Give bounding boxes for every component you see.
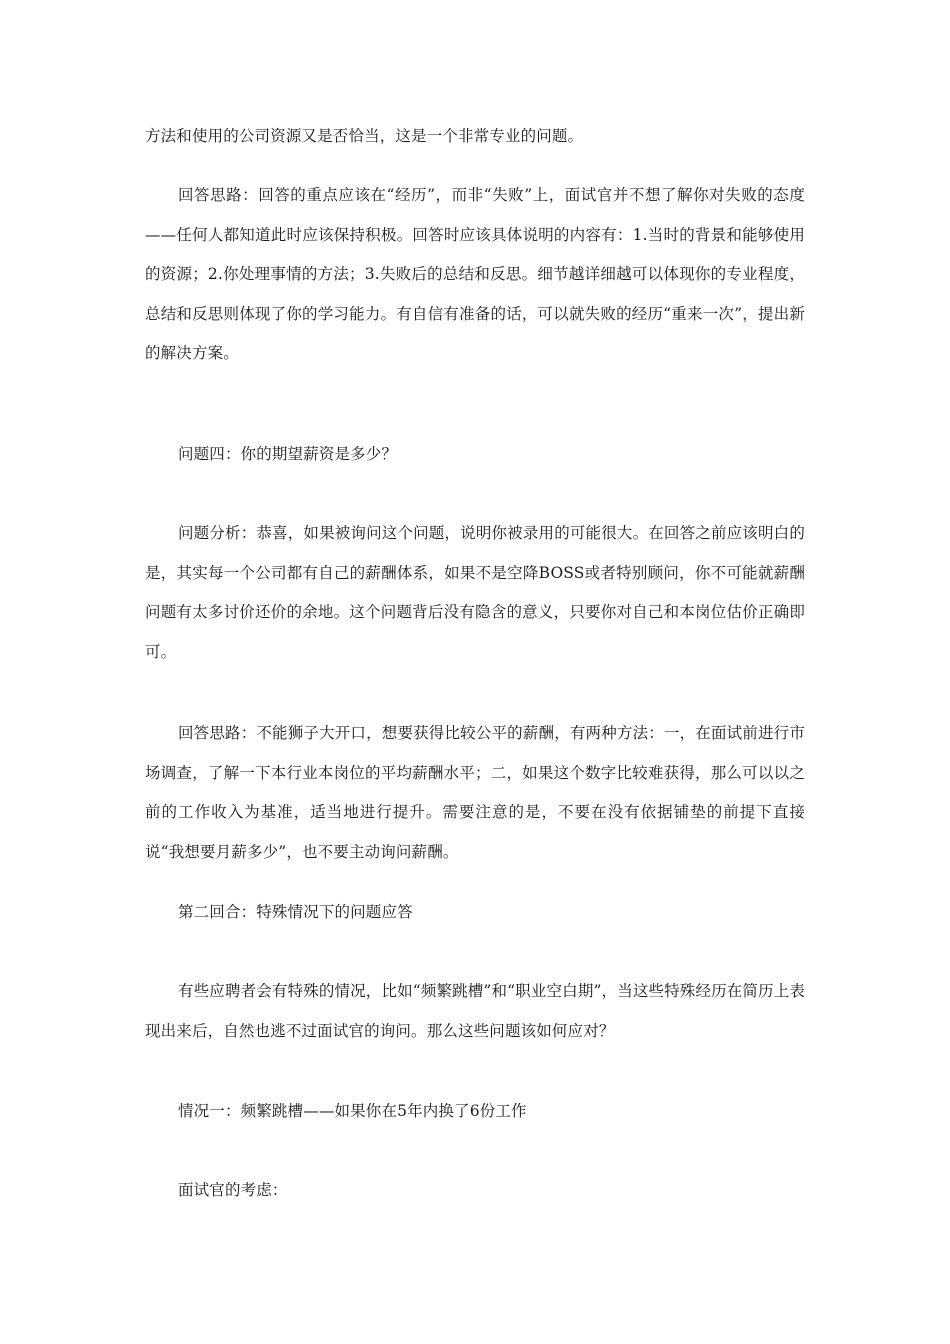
paragraph-special-cases-intro: 有些应聘者会有特殊的情况，比如“频繁跳槽”和“职业空白期”，当这些特殊经历在简历上表现出来后，自然也逃不过面试官的询问。那么这些问题该如何应对？ bbox=[145, 982, 805, 1040]
heading-question-four-salary: 问题四：你的期望薪资是多少？ bbox=[178, 445, 398, 463]
paragraph-salary-question-analysis: 问题分析：恭喜，如果被询问这个问题，说明你被录用的可能很大。在回答之前应该明白的是，其实每一个公司都有自己的薪酬体系，如果不是空降BOSS或者特别顾问，你不可能就薪酬问题有太多讨价还价的余地。这个问题背后没有隐含的意义，只要你对自己和本岗位估价正确即可。 bbox=[145, 524, 805, 661]
paragraph-salary-answer-approach: 回答思路：不能狮子大开口，想要获得比较公平的薪酬，有两种方法：一，在面试前进行市场调查，了解一下本行业本岗位的平均薪酬水平；二，如果这个数字比较难获得，那么可以以之前的工作收入为基准，适当地进行提升。需要注意的是，不要在没有依据铺垫的前提下直接说“我想要月薪多少”，也不要主动询问薪酬。 bbox=[145, 724, 805, 861]
heading-case-one-job-hopping: 情况一：频繁跳槽——如果你在5年内换了6份工作 bbox=[178, 1102, 527, 1120]
heading-round-two-special-cases: 第二回合：特殊情况下的问题应答 bbox=[178, 903, 413, 921]
paragraph-failure-answer-approach: 回答思路：回答的重点应该在“经历”，而非“失败”上，面试官并不想了解你对失败的态度——任何人都知道此时应该保持积极。回答时应该具体说明的内容有：1.当时的背景和能够使用的资源；2.你处理事情的方法；3.失败后的总结和反思。细节越详细越可以体现你的专业程度，总结和反思则体现了你的学习能力。有自信有准备的话，可以就失败的经历“重来一次”，提出新的解决方案。 bbox=[145, 186, 805, 363]
heading-interviewer-considerations: 面试官的考虑： bbox=[178, 1181, 288, 1199]
paragraph-resource-question-end: 方法和使用的公司资源又是否恰当，这是一个非常专业的问题。 bbox=[145, 127, 584, 145]
